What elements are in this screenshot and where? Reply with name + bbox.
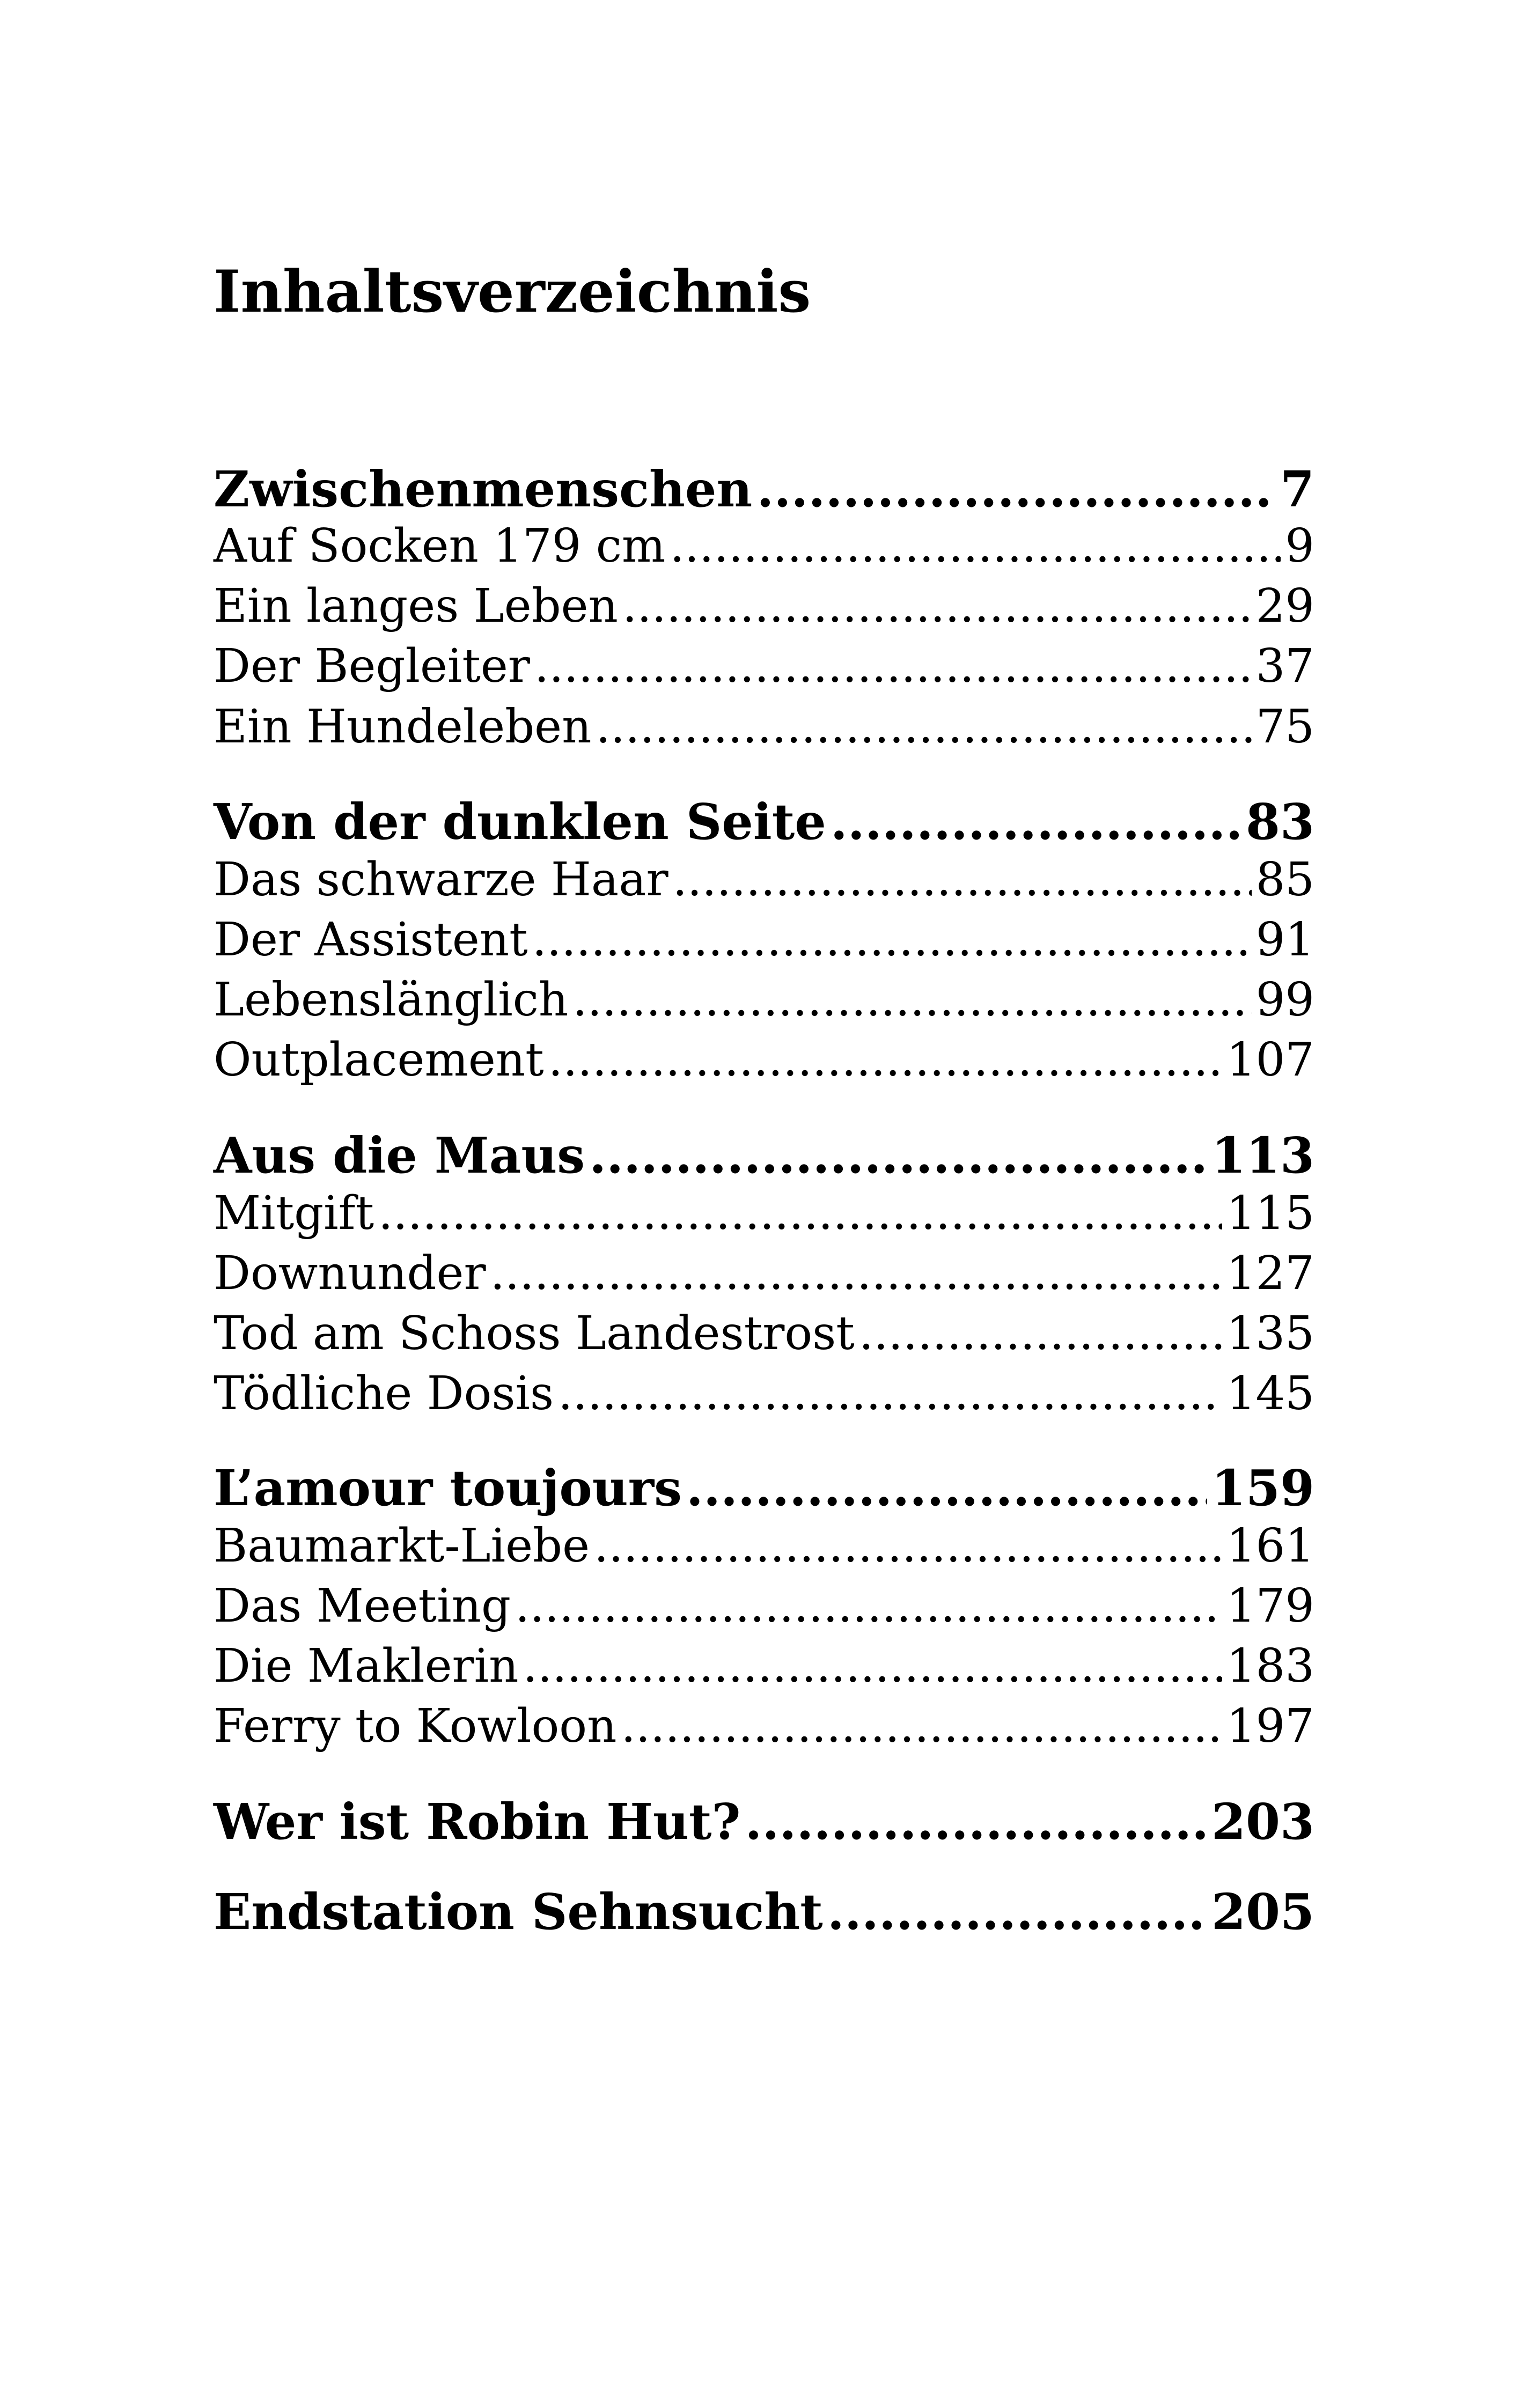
dot-leader — [548, 1033, 1222, 1087]
dot-leader — [756, 460, 1276, 518]
toc-entry-row — [214, 1699, 1314, 1753]
toc-entry-row — [214, 1639, 1314, 1693]
dot-leader — [745, 1793, 1207, 1851]
dot-leader — [589, 1126, 1207, 1184]
toc-entry-title: Tödliche Dosis — [214, 1367, 554, 1420]
dot-leader — [572, 973, 1251, 1027]
toc-entry-title: Baumarkt-Liebe — [214, 1519, 590, 1573]
toc-section-row — [214, 793, 1314, 851]
toc-entry-title: Lebenslänglich — [214, 973, 569, 1027]
toc-page-number: 99 — [1255, 973, 1314, 1027]
toc-section-row — [214, 1793, 1314, 1851]
toc-page-number: 203 — [1211, 1793, 1314, 1851]
dot-leader — [558, 1367, 1222, 1420]
toc-page-number: 91 — [1255, 913, 1314, 967]
toc-page-number: 127 — [1226, 1247, 1314, 1300]
dot-leader — [594, 1519, 1222, 1573]
toc-page-number: 113 — [1211, 1126, 1314, 1184]
toc-entry-row — [214, 1307, 1314, 1360]
toc-section-title: L’amour toujours — [214, 1459, 682, 1517]
toc-page-number: 83 — [1245, 793, 1314, 851]
toc-entry-title: Mitgift — [214, 1187, 374, 1240]
toc-page-number: 145 — [1226, 1367, 1314, 1420]
toc-page-number: 29 — [1255, 579, 1314, 633]
toc-page-number: 7 — [1280, 460, 1314, 518]
toc-page-number: 135 — [1226, 1307, 1314, 1360]
toc-page-number: 85 — [1255, 853, 1314, 907]
dot-leader — [827, 1883, 1207, 1941]
toc-section-title: Endstation Sehnsucht — [214, 1883, 823, 1941]
page-title: Inhaltsverzeichnis — [214, 258, 811, 326]
toc-section-title: Zwischenmenschen — [214, 460, 753, 518]
dot-leader — [670, 519, 1281, 573]
toc-entry-title: Das Meeting — [214, 1579, 511, 1633]
toc-section-row — [214, 1883, 1314, 1941]
toc-entry-title: Tod am Schoss Landestrost — [214, 1307, 855, 1360]
toc-entry-row — [214, 973, 1314, 1027]
dot-leader — [490, 1247, 1222, 1300]
toc-entry-title: Ein langes Leben — [214, 579, 618, 633]
toc-entry-row — [214, 1033, 1314, 1087]
dot-leader — [859, 1307, 1222, 1360]
toc-entry-title: Ein Hundeleben — [214, 700, 592, 754]
toc-section-row — [214, 1126, 1314, 1184]
toc-entry-row — [214, 1187, 1314, 1240]
toc-entry-row — [214, 1579, 1314, 1633]
toc-section-row — [214, 460, 1314, 518]
toc-page-number: 37 — [1255, 639, 1314, 693]
dot-leader — [532, 913, 1252, 967]
toc-entry-row — [214, 579, 1314, 633]
dot-leader — [515, 1579, 1222, 1633]
dot-leader — [831, 793, 1241, 851]
toc-entry-row — [214, 1247, 1314, 1300]
toc-entry-row — [214, 1367, 1314, 1420]
toc-page-number: 205 — [1211, 1883, 1314, 1941]
toc-page-number: 179 — [1226, 1579, 1314, 1633]
toc-section-title: Wer ist Robin Hut? — [214, 1793, 741, 1851]
toc-entry-row — [214, 519, 1314, 573]
dot-leader — [596, 700, 1251, 754]
toc-section-title: Aus die Maus — [214, 1126, 585, 1184]
dot-leader — [686, 1459, 1207, 1517]
toc-section-row — [214, 1459, 1314, 1517]
toc-page-number: 107 — [1226, 1033, 1314, 1087]
toc-page-number: 9 — [1285, 519, 1314, 573]
toc-entry-title: Der Begleiter — [214, 639, 530, 693]
toc-section-title: Von der dunklen Seite — [214, 793, 826, 851]
toc-entry-title: Downunder — [214, 1247, 486, 1300]
toc-entry-title: Der Assistent — [214, 913, 528, 967]
dot-leader — [534, 639, 1252, 693]
toc-entry-title: Outplacement — [214, 1033, 544, 1087]
toc-entry-title: Das schwarze Haar — [214, 853, 668, 907]
toc-entry-row — [214, 639, 1314, 693]
toc-entry-row — [214, 853, 1314, 907]
dot-leader — [378, 1187, 1222, 1240]
toc-entry-row — [214, 1519, 1314, 1573]
toc-page-number: 75 — [1255, 700, 1314, 754]
toc-page-number: 161 — [1226, 1519, 1314, 1573]
dot-leader — [523, 1639, 1222, 1693]
toc-entry-title: Die Maklerin — [214, 1639, 519, 1693]
toc-entry-row — [214, 913, 1314, 967]
dot-leader — [673, 853, 1252, 907]
toc-entry-title: Ferry to Kowloon — [214, 1699, 617, 1753]
toc-entry-row — [214, 700, 1314, 754]
toc-page-number: 115 — [1226, 1187, 1314, 1240]
toc-page-number: 159 — [1211, 1459, 1314, 1517]
toc-page-number: 197 — [1226, 1699, 1314, 1753]
toc-page-number: 183 — [1226, 1639, 1314, 1693]
dot-leader — [622, 579, 1252, 633]
toc-entry-title: Auf Socken 179 cm — [214, 519, 666, 573]
dot-leader — [621, 1699, 1222, 1753]
